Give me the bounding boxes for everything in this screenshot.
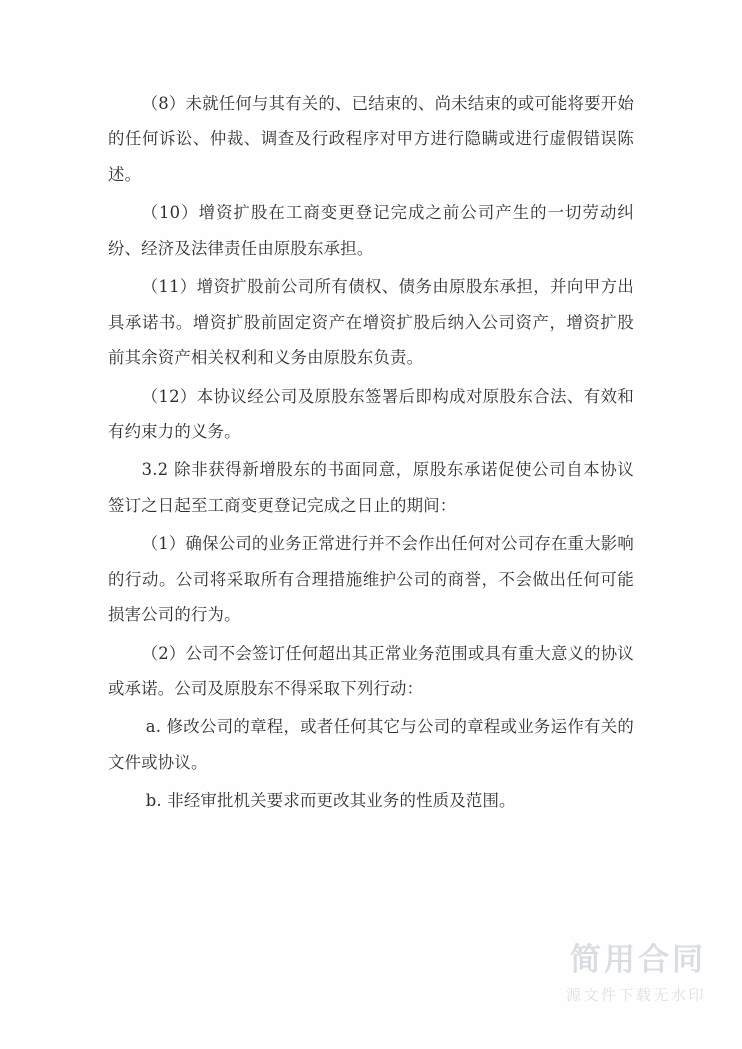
paragraph-clause-3-2-2-b: b. 非经审批机关要求而更改其业务的性质及范围。 — [145, 791, 516, 811]
paragraph-clause-3-2-1: （1）确保公司的业务正常进行并不会作出任何对公司存在重大影响的行动。公司将采取所有合理措施维护公司的商誉，不会做出任何可能损害公司的行为。 — [108, 534, 634, 625]
paragraph-clause-3-2-2-a: a. 修改公司的章程，或者任何其它与公司的章程或业务运作有关的文件或协议。 — [108, 717, 634, 772]
paragraph-clause-3-2: 3.2 除非获得新增股东的书面同意，原股东承诺促使公司自本协议签订之日起至工商变更登记完成之日止的期间： — [108, 460, 634, 515]
document-body — [108, 86, 634, 819]
paragraph-clause-8: （8）未就任何与其有关的、已结束的、尚未结束的或可能将要开始的任何诉讼、仲裁、调查及行政程序对甲方进行隐瞒或进行虚假错误陈述。 — [108, 94, 634, 184]
paragraph-clause-12: （12）本协议经公司及原股东签署后即构成对原股东合法、有效和有约束力的义务。 — [108, 386, 634, 441]
paragraph-clause-3-2-2: （2）公司不会签订任何超出其正常业务范围或具有重大意义的协议或承诺。公司及原股东不得采取下列行动： — [108, 643, 634, 698]
paragraph-clause-10: （10）增资扩股在工商变更登记完成之前公司产生的一切劳动纠纷、经济及法律责任由原股东承担。 — [108, 203, 634, 258]
watermark-title: 简用合同 — [570, 942, 706, 979]
paragraph-clause-11: （11）增资扩股前公司所有债权、债务由原股东承担，并向甲方出具承诺书。增资扩股前固定资产在增资扩股后纳入公司资产，增资扩股前其余资产相关权利和义务由原股东负责。 — [108, 277, 634, 368]
watermark-subtitle: 源文件下载无水印 — [565, 986, 706, 1004]
watermark — [566, 943, 706, 1005]
